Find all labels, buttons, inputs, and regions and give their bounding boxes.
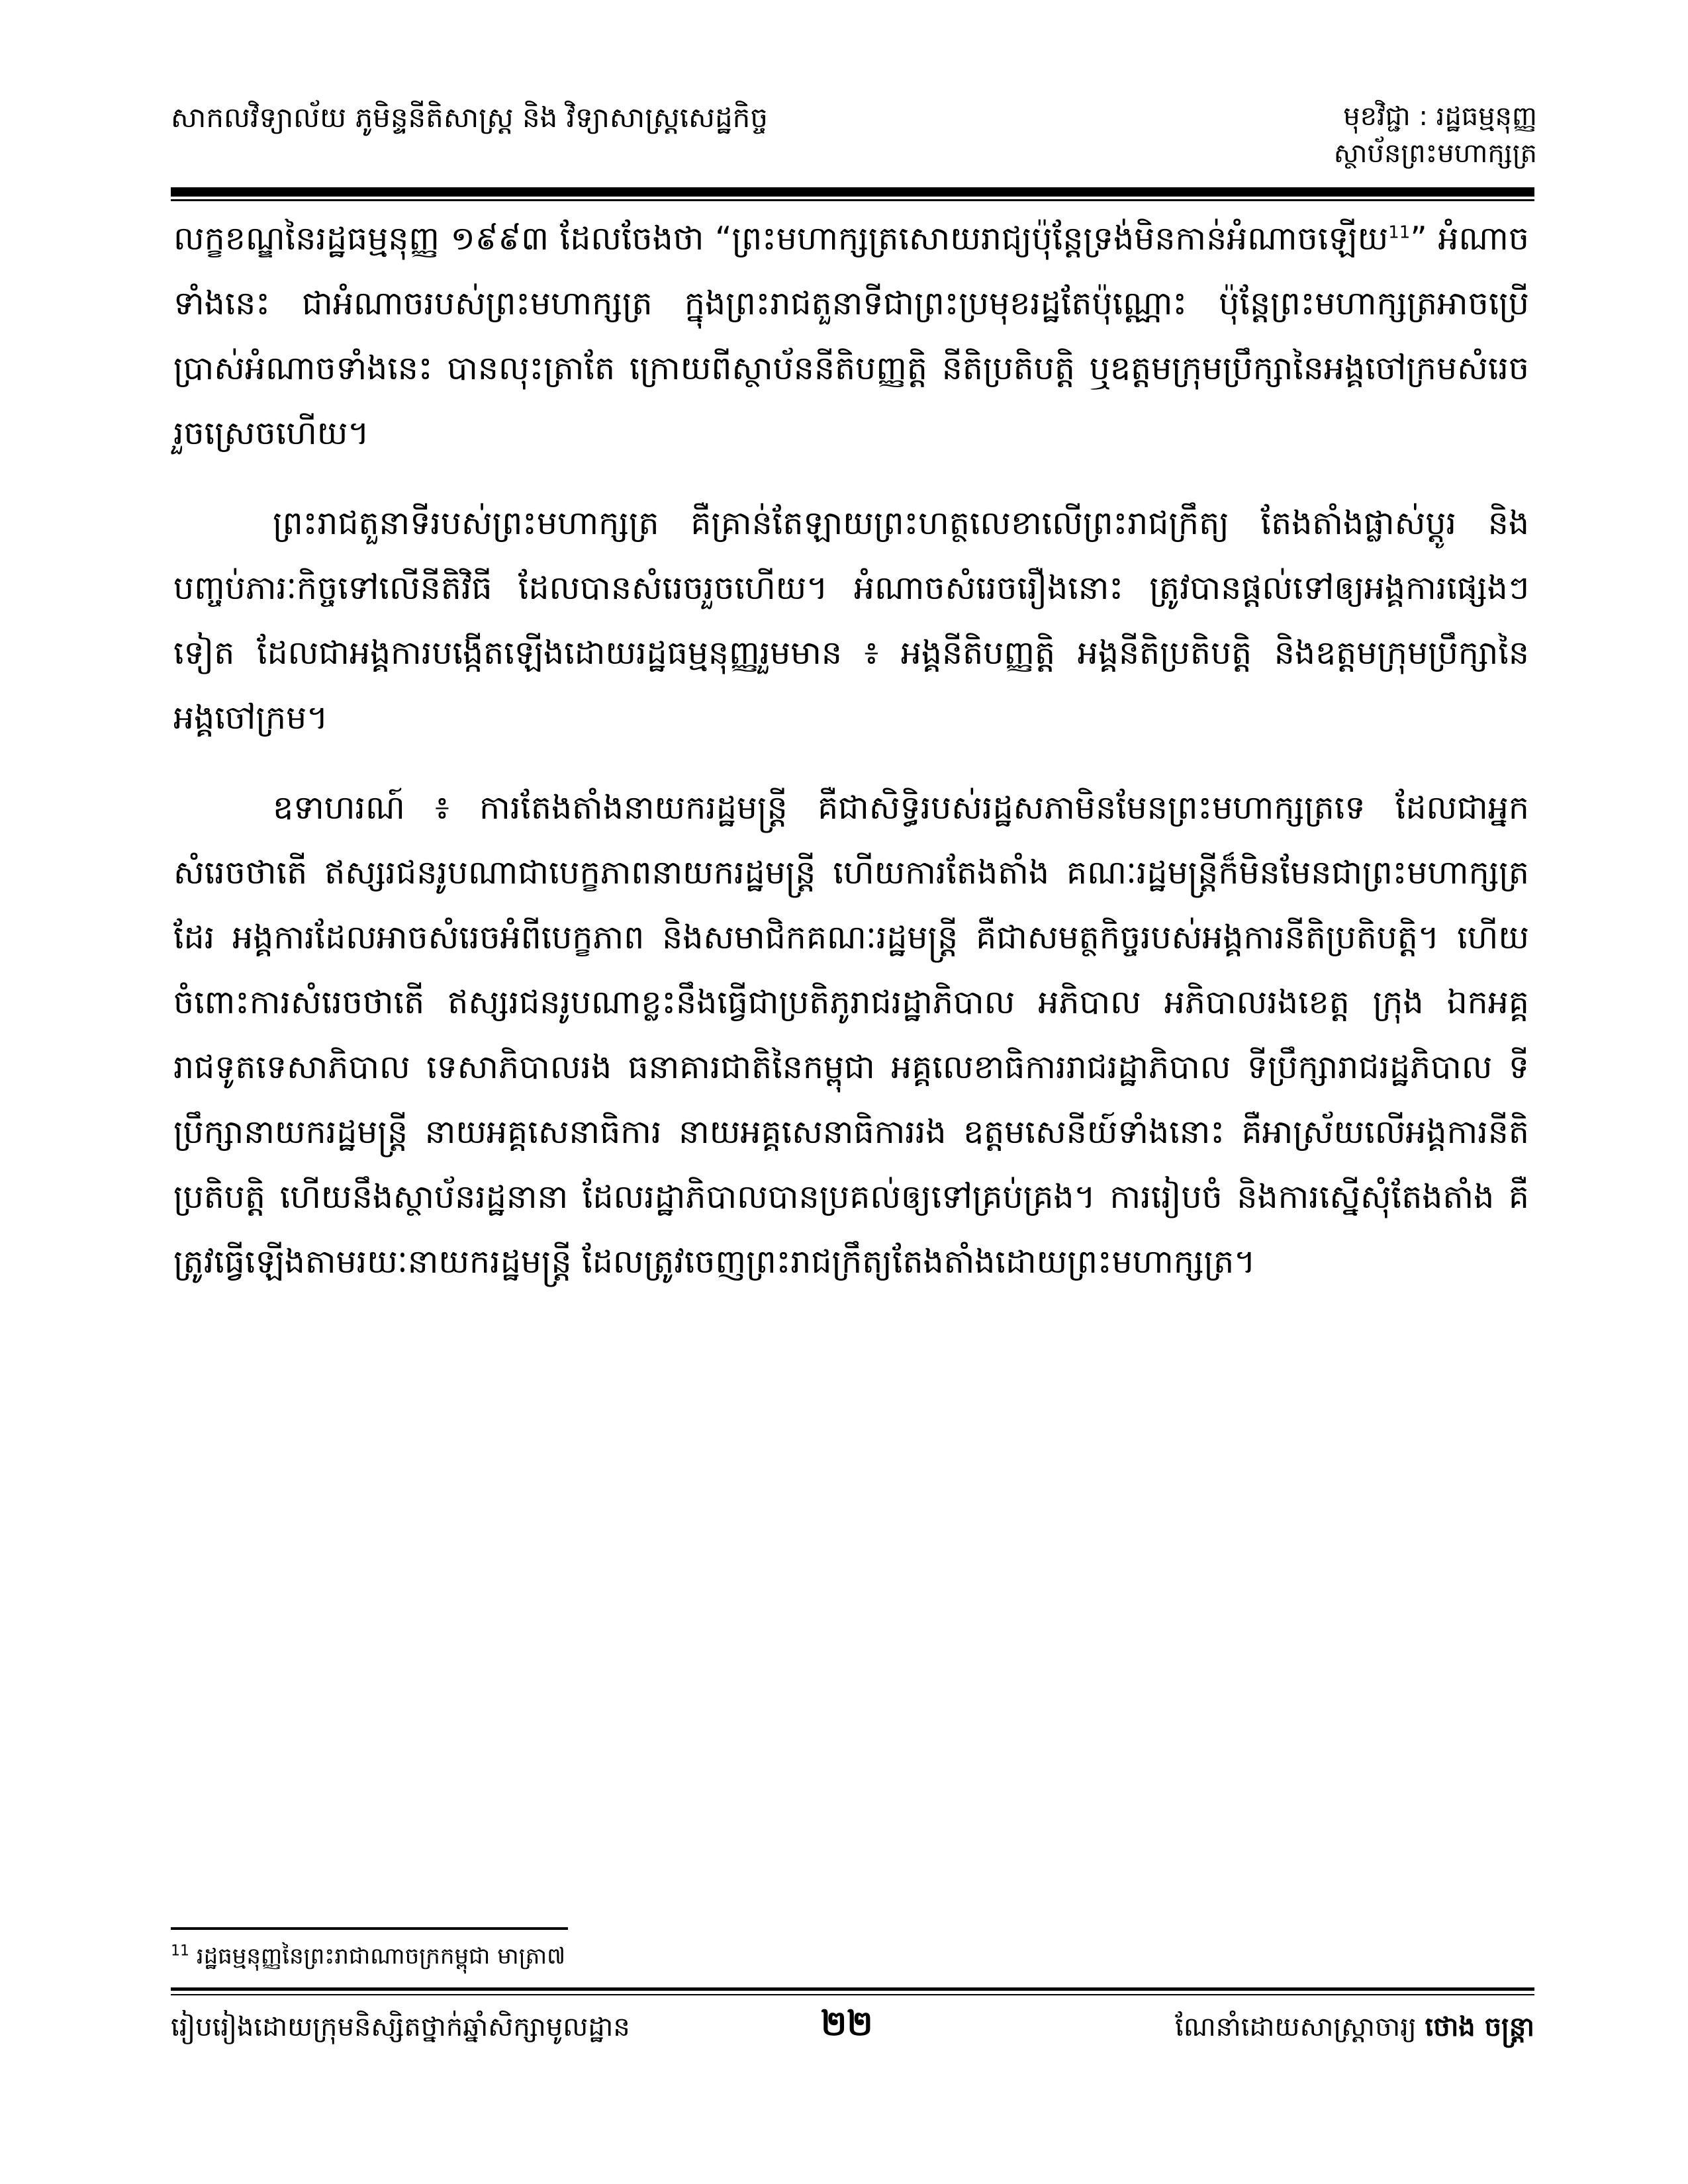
footer-rule — [171, 1987, 1534, 1991]
paragraph-1-part-b: ” អំណាចទាំងនេះ ជាអំណាចរបស់ព្រះមហាក្សត្រ ក្នុងព្រះរាជតួនាទីជាព្រះប្រមុខរដ្ឋតែប៉ុណ្ណោះ ប៉ុន្តែព្រះមហាក្សត្រអាចប្រើប្រាស់អំណាចទាំងនេះ បានលុះត្រាតែ ក្រោយពីស្ថាប័ននីតិបញ្ញត្តិ នីតិប្រតិបត្តិ ឬឧត្តមក្រុមប្រឹក្សានៃអង្គចៅក្រមសំរេចរួចស្រេចហើយ។ — [173, 220, 1529, 452]
body-text — [173, 206, 1529, 1320]
footer-authors: រៀបរៀងដោយក្រុមនិស្សិតថ្នាក់ឆ្នាំសិក្សាមូលដ្ឋាន — [171, 2012, 630, 2042]
footnote — [171, 1939, 565, 1974]
footer-advisor — [1175, 2005, 1534, 2049]
paragraph-1-part-a: លក្ខខណ្ឌនៃរដ្ឋធម្មនុញ្ញ ១៩៩៣ ដែលចែងថា “ព្រះមហាក្សត្រសោយរាជ្យប៉ុន្តែទ្រង់មិនកាន់អំណាចឡើយ — [173, 220, 1389, 257]
footer-advisor-name: ថោង ចន្ត្រា — [1425, 2012, 1534, 2042]
paragraph-2: ព្រះរាជតួនាទីរបស់ព្រះមហាក្សត្រ គឺគ្រាន់តែឡាយព្រះហត្ថលេខាលើព្រះរាជក្រឹត្យ តែងតាំងផ្លាស់ប្តូរ និងបញ្ចប់ភារៈកិច្ចទៅលើនីតិវិធី ដែលបានសំរេចរួចហើយ។ អំណាចសំរេចរឿងនោះ ត្រូវបានផ្តល់ទៅឲ្យអង្គការផ្សេងៗទៀត ដែលជាអង្គការបង្កើតឡើងដោយរដ្ឋធម្មនុញ្ញរួមមាន ៖ អង្គនីតិបញ្ញត្តិ អង្គនីតិប្រតិបត្តិ និងឧត្តមក្រុមប្រឹក្សានៃអង្គចៅក្រម។ — [173, 504, 1529, 737]
paragraph-3: ឧទាហរណ៍ ៖ ការតែងតាំងនាយករដ្ឋមន្ត្រី គឺជាសិទ្ធិរបស់រដ្ឋសភាមិនមែនព្រះមហាក្សត្រទេ ដែលជាអ្នកសំរេចថាតើ ឥស្សរជនរូបណាជាបេក្ខភាពនាយករដ្ឋមន្ត្រី ហើយការតែងតាំង គណៈរដ្ឋមន្ត្រីក៏មិនមែនជាព្រះមហាក្សត្រដែរ អង្គការដែលអាចសំរេចអំពីបេក្ខភាព និងសមាជិកគណៈរដ្ឋមន្ត្រី គឺជាសមត្ថកិច្ចរបស់អង្គការនីតិប្រតិបត្តិ។ ហើយចំពោះការសំរេចថាតើ ឥស្សរជនរូបណាខ្លះនឹងធ្វើជាប្រតិភូរាជរដ្ឋាភិបាល អភិបាល អភិបាលរងខេត្ត ក្រុង ឯកអគ្គរាជទូតទេសាភិបាល ទេសាភិបាលរង ធនាគារជាតិនៃកម្ពុជា អគ្គលេខាធិការរាជរដ្ឋាភិបាល ទីប្រឹក្សារាជរដ្ឋភិបាល ទីប្រឹក្សានាយករដ្ឋមន្ត្រី នាយអគ្គសេនាធិការ នាយអគ្គសេនាធិការរង ឧត្តមសេនីយ៍ទាំងនោះ គឺអាស្រ័យលើអង្គការនីតិប្រតិបត្តិ ហើយនឹងស្ថាប័នរដ្ឋនានា ដែលរដ្ឋាភិបាលបានប្រគល់ឲ្យទៅគ្រប់គ្រង។ ការរៀបចំ និងការស្នើសុំតែងតាំង គឺត្រូវធ្វើឡើងតាមរយៈនាយករដ្ឋមន្ត្រី ដែលត្រូវចេញព្រះរាជក្រឹត្យតែងតាំងដោយព្រះមហាក្សត្រ។ — [173, 789, 1529, 1281]
header-university-name: សាកលវិទ្យាល័យ ភូមិន្ទនីតិសាស្ត្រ និង វិទ្យាសាស្ត្រសេដ្ឋកិច្ច — [171, 101, 768, 134]
header-subject-line: មុខវិជ្ជា : រដ្ឋធម្មនុញ្ញ — [1343, 101, 1537, 132]
header-rule — [171, 187, 1534, 197]
footnote-reference[interactable]: 11 — [1388, 222, 1411, 243]
footnote-number: 11 — [171, 1942, 189, 1960]
footer-rule-thin — [171, 1994, 1534, 1995]
header-subject — [1334, 98, 1537, 172]
page-number: ២២ — [821, 2004, 873, 2044]
footer-advisor-prefix: ណែនាំដោយសាស្ត្រាចារ្យ — [1175, 2012, 1425, 2042]
header-chapter-line: ស្ថាប័នព្រះមហាក្សត្រ — [1333, 138, 1537, 169]
footnote-text: រដ្ឋធម្មនុញ្ញនៃព្រះរាជាណាចក្រកម្ពុជា មាត្រា៧ — [196, 1943, 565, 1970]
footnote-separator — [171, 1927, 568, 1930]
header-rule-thin — [171, 199, 1534, 201]
paragraph-1 — [173, 206, 1529, 466]
